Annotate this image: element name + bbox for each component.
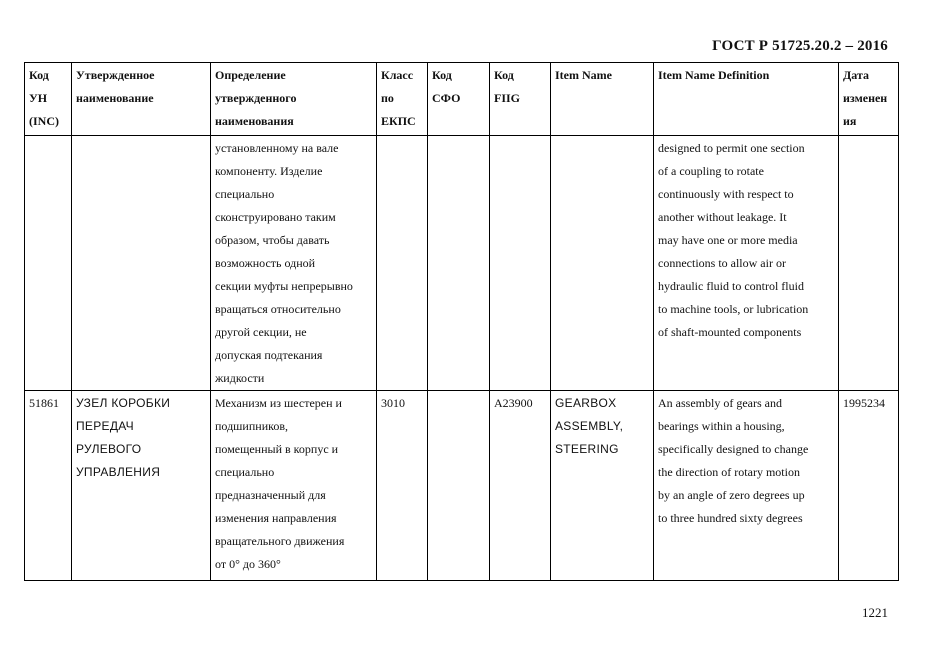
- cell-inc: [25, 136, 72, 391]
- cell-class: [377, 136, 428, 391]
- cell-date: [839, 136, 899, 391]
- cell-definition: установленному на вале компоненту. Изделие специально сконструировано таким образом, чтобы давать возможность одной секции муфты непрерывно вращаться относительно другой секции, не допуская подтекания жидкости: [211, 136, 377, 391]
- cell-fiig: A23900: [490, 391, 551, 581]
- cell-sfo: [428, 136, 490, 391]
- cell-item-definition: An assembly of gears and bearings within a housing, specifically designed to change the direction of rotary motion by an angle of zero degrees up to three hundred sixty degrees: [654, 391, 839, 581]
- page-number: 1221: [862, 605, 888, 620]
- col-header-definition: Определение утвержденного наименования: [211, 63, 377, 136]
- cell-item-definition: designed to permit one section of a coupling to rotate continuously with respect to another without leakage. It may have one or more media connections to allow air or hydraulic fluid to control fluid to machine tools, or lubrication of shaft-mounted components: [654, 136, 839, 391]
- cell-sfo: [428, 391, 490, 581]
- col-header-date: Дата изменен ия: [839, 63, 899, 136]
- cell-approved-name: [72, 136, 211, 391]
- table-row: [25, 136, 899, 391]
- col-header-inc: Код УН (INC): [25, 63, 72, 136]
- document-code: ГОСТ Р 51725.20.2 – 2016: [712, 38, 888, 54]
- cell-inc: 51861: [25, 391, 72, 581]
- col-header-sfo: Код СФО: [428, 63, 490, 136]
- col-header-item-definition: Item Name Definition: [654, 63, 839, 136]
- catalog-table: [24, 62, 899, 581]
- cell-item-name: [551, 136, 654, 391]
- cell-item-name: GEARBOX ASSEMBLY, STEERING: [551, 391, 654, 581]
- cell-approved-name: УЗЕЛ КОРОБКИ ПЕРЕДАЧ РУЛЕВОГО УПРАВЛЕНИЯ: [72, 391, 211, 581]
- cell-class: 3010: [377, 391, 428, 581]
- cell-definition: Механизм из шестерен и подшипников, помещенный в корпус и специально предназначенный для изменения направления вращательного движения от 0° до 360°: [211, 391, 377, 581]
- table-row: [25, 391, 899, 581]
- col-header-approved-name: Утвержденное наименование: [72, 63, 211, 136]
- col-header-class: Класс по ЕКПС: [377, 63, 428, 136]
- col-header-fiig: Код FIIG: [490, 63, 551, 136]
- table-header-row: [25, 63, 899, 136]
- col-header-item-name: Item Name: [551, 63, 654, 136]
- cell-fiig: [490, 136, 551, 391]
- cell-date: 1995234: [839, 391, 899, 581]
